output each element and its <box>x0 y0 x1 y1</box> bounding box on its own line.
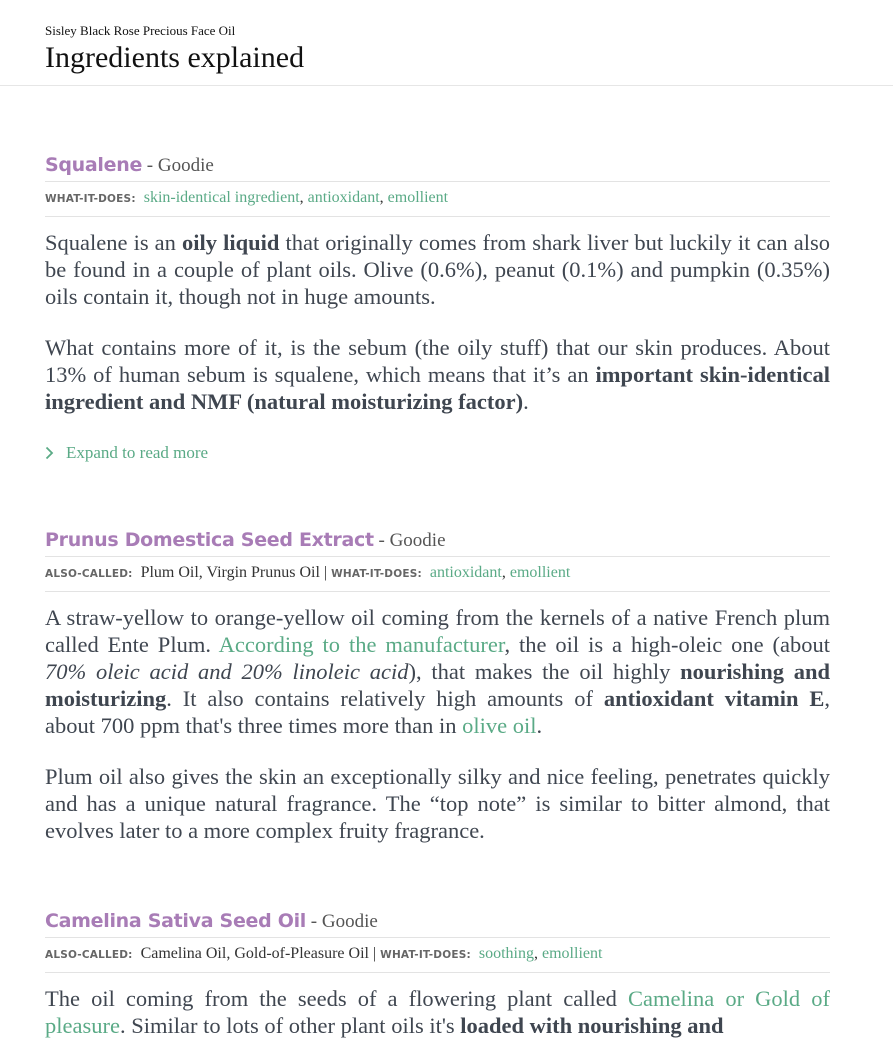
ingredient-header <box>45 527 830 557</box>
text-run: ), that makes the oil highly <box>408 659 681 684</box>
also-called-label: ALSO-CALLED: <box>45 949 133 961</box>
text-run: , about 700 ppm that's three times more than in <box>45 686 830 738</box>
product-name: Sisley Black Rose Precious Face Oil <box>45 23 236 38</box>
function-tag-link[interactable]: emollient <box>387 189 449 206</box>
function-tag-link[interactable]: emollient <box>542 945 603 962</box>
ingredient-meta <box>45 557 830 592</box>
text-run: A straw-yellow to orange-yellow oil coming from the kernels of a native French plum called Ente Plum. <box>45 605 830 657</box>
what-it-does-label: WHAT-IT-DOES: <box>331 568 422 580</box>
ingredient-meta <box>45 182 830 217</box>
function-tag-link[interactable]: antioxidant <box>307 189 380 206</box>
text-run: . <box>536 713 543 738</box>
function-tag-link[interactable]: emollient <box>509 564 571 581</box>
ingredient-camelina-sativa <box>45 908 830 1039</box>
camelina-link[interactable]: Camelina or Gold of pleasure <box>45 986 830 1038</box>
text-run: Plum oil also gives the skin an exceptionally silky and nice feeling, penetrates quickly and has a unique natural fragrance. The “top note” is similar to bitter almond, that evolves later to a more complex fruity fragrance. <box>45 764 830 843</box>
what-it-does-label: WHAT-IT-DOES: <box>45 193 136 205</box>
tag-comma: , <box>534 945 542 962</box>
bold-text: important skin-identical ingredient and NMF (natural moisturizing factor) <box>45 362 830 414</box>
also-called-label: ALSO-CALLED: <box>45 568 133 580</box>
ingredient-rating-dash: - <box>373 530 390 551</box>
ingredient-rating: Goodie <box>157 155 214 176</box>
ingredient-name-link[interactable]: Prunus Domestica Seed Extract <box>45 529 374 551</box>
expand-label: Expand to read more <box>66 443 209 462</box>
ingredient-rating-dash: - <box>142 155 158 176</box>
text-run: , the oil is a high-oleic one (about <box>504 632 831 657</box>
page-title: Ingredients explained <box>45 41 305 74</box>
ingredient-meta <box>45 938 830 973</box>
text-run: that originally comes from shark liver but luckily it can also be found in a couple of plant oils. Olive (0.6%), peanut (0.1%) and pumpkin (0.35%) oils contain it, though not in huge amounts. <box>45 230 831 309</box>
ingredient-name-link[interactable]: Camelina Sativa Seed Oil <box>45 910 307 932</box>
page-header <box>0 0 893 86</box>
description-paragraph <box>45 604 830 739</box>
function-tag-link[interactable]: skin-identical ingredient <box>143 189 300 206</box>
ingredient-name-link[interactable]: Squalene <box>45 154 143 176</box>
ingredient-squalene <box>45 152 830 463</box>
text-run: . <box>523 389 529 414</box>
expand-read-more-button[interactable] <box>45 443 830 463</box>
text-run: What contains more of it, is the sebum (the oily stuff) that our skin produces. About 13% of human sebum is squalene, which means that it’s an <box>45 335 830 387</box>
ingredient-rating: Goodie <box>389 530 446 551</box>
function-tag-link[interactable]: soothing <box>478 945 534 962</box>
description-paragraph <box>45 229 830 310</box>
description-paragraph <box>45 334 830 415</box>
ingredient-rating-dash: - <box>306 911 322 932</box>
meta-separator: | <box>323 564 328 581</box>
ingredient-prunus-domestica <box>45 527 830 844</box>
text-run: Squalene is an <box>45 230 182 255</box>
ingredient-description <box>45 592 830 844</box>
olive-oil-link[interactable]: olive oil <box>462 713 537 738</box>
tag-comma: , <box>501 564 510 581</box>
bold-text: nourishing and moisturizing <box>45 659 830 711</box>
text-run: . Similar to lots of other plant oils it's <box>119 1013 461 1038</box>
ingredient-description <box>45 217 830 415</box>
description-paragraph <box>45 763 830 844</box>
text-run: The oil coming from the seeds of a flowering plant called <box>45 986 629 1011</box>
also-called-value: Plum Oil, Virgin Prunus Oil <box>140 564 320 581</box>
tag-comma: , <box>299 189 308 206</box>
ingredient-rating: Goodie <box>321 911 378 932</box>
italic-text: 70% oleic acid and 20% linoleic acid <box>45 659 409 684</box>
bold-text: antioxidant vitamin E <box>603 686 825 711</box>
tag-comma: , <box>379 189 388 206</box>
ingredient-header <box>45 152 830 182</box>
ingredient-header <box>45 908 830 938</box>
chevron-right-icon <box>45 446 54 460</box>
meta-separator: | <box>372 945 377 962</box>
bold-text: loaded with nourishing and <box>460 1013 724 1038</box>
function-tag-link[interactable]: antioxidant <box>429 564 502 581</box>
manufacturer-link[interactable]: According to the manufacturer <box>218 632 505 657</box>
bold-text: oily liquid <box>182 230 280 255</box>
ingredients-list <box>0 152 893 1039</box>
also-called-value: Camelina Oil, Gold-of-Pleasure Oil <box>140 945 369 962</box>
description-paragraph <box>45 985 830 1039</box>
ingredient-description <box>45 973 830 1039</box>
what-it-does-label: WHAT-IT-DOES: <box>380 949 471 961</box>
text-run: . It also contains relatively high amounts of <box>166 686 604 711</box>
